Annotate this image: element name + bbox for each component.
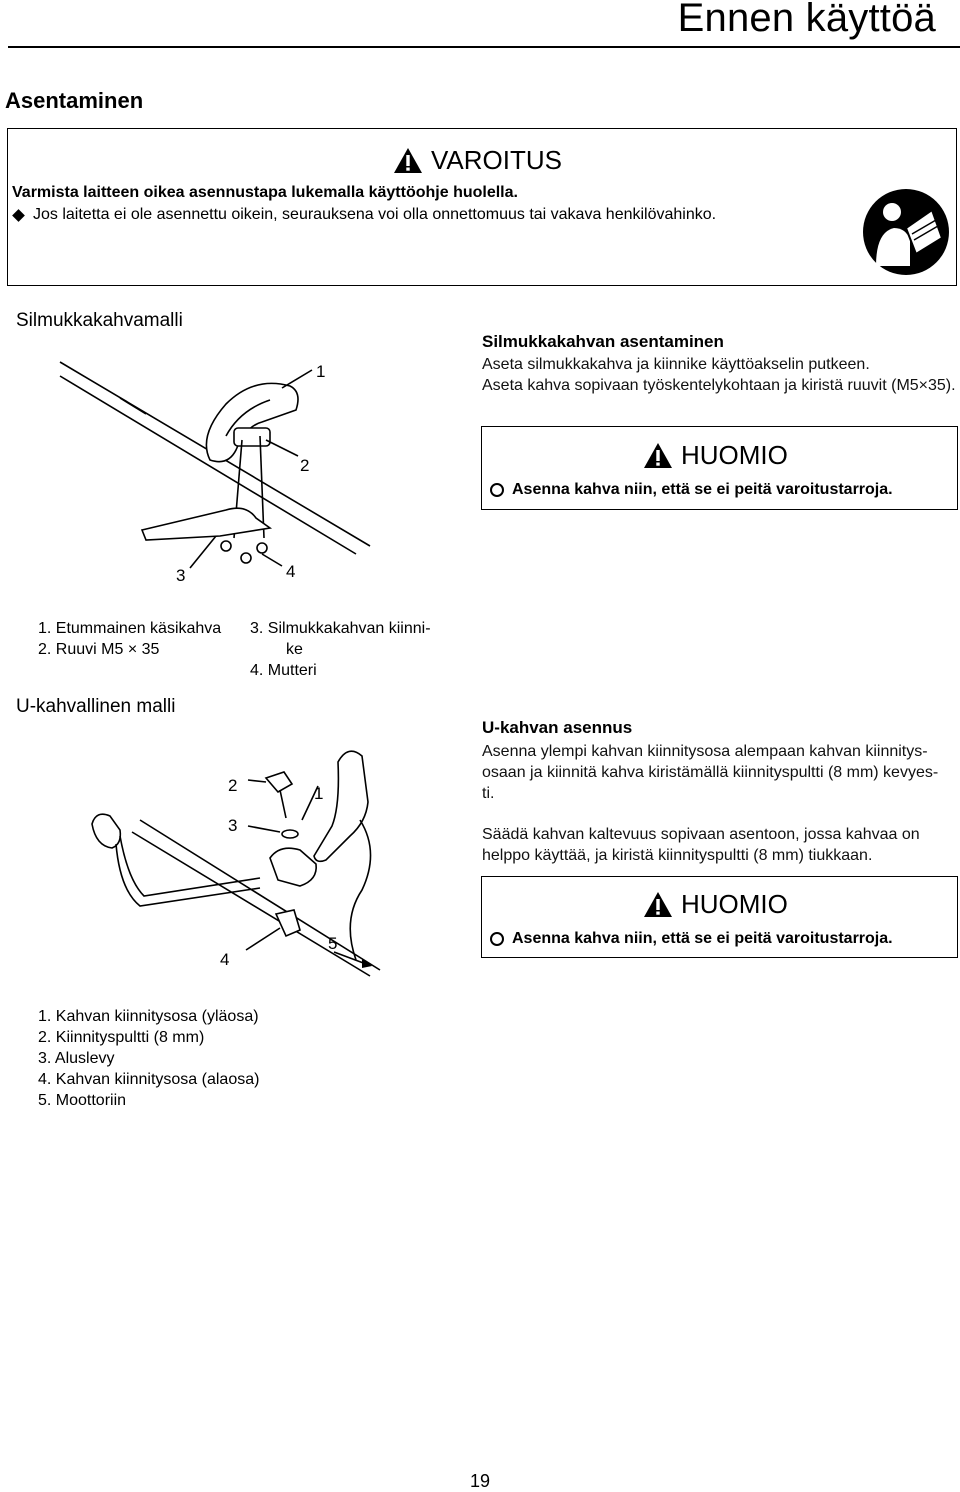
page-number: 19 [470, 1471, 491, 1491]
figure-label-4: 4 [286, 562, 296, 581]
loop-instructions-title: Silmukkakahvan asentaminen [482, 332, 724, 351]
u-instruction-p1-l1: Asenna ylempi kahvan kiinnitysosa alempaan kahvan kiinnitys- [482, 743, 928, 760]
u-legend-item-4: 4. Kahvan kiinnitysosa (alaosa) [38, 1071, 260, 1088]
caution-text-u [490, 930, 893, 948]
loop-legend-item-1: 1. Etummainen käsikahva [38, 620, 222, 637]
warning-heading [393, 145, 562, 176]
loop-instruction-line1: Aseta silmukkakahva ja kiinnike käyttöakselin putkeen. [482, 356, 870, 373]
u-instruction-p1-l2: osaan ja kiinnitä kahva kiristämällä kiinnityspultti (8 mm) kevyes- [482, 764, 939, 781]
u-legend-item-2: 2. Kiinnityspultti (8 mm) [38, 1029, 205, 1046]
caution-heading-text: HUOMIO [681, 440, 788, 470]
read-manual-icon [862, 188, 950, 276]
u-figure-label-1: 1 [314, 784, 324, 803]
loop-model-title: Silmukkakahvamalli [16, 310, 183, 331]
header-divider [8, 46, 960, 48]
loop-legend-item-3-cont: ke [286, 641, 303, 658]
u-handle-illustration [80, 740, 400, 980]
warning-text-bold: Varmista laitteen oikea asennustapa lukemalla käyttöohje huolella. [12, 184, 518, 201]
section-title: Asentaminen [5, 88, 144, 113]
loop-instruction-line2: Aseta kahva sopivaan työskentelykohtaan ja kiristä ruuvit (M5×35). [482, 377, 956, 394]
caution-heading-text: HUOMIO [681, 889, 788, 919]
u-model-title: U-kahvallinen malli [16, 696, 176, 717]
figure-label-3: 3 [176, 566, 186, 585]
u-instruction-p2-l2: helppo käyttää, ja kiristä kiinnityspultti (8 mm) tiukkaan. [482, 847, 873, 864]
warning-triangle-icon [643, 891, 673, 918]
caution-heading-loop [643, 440, 788, 471]
caution-heading-u [643, 889, 788, 920]
u-legend-item-1: 1. Kahvan kiinnitysosa (yläosa) [38, 1008, 259, 1025]
page-header-title: Ennen käyttöä [677, 0, 936, 40]
warning-text-bullet [12, 206, 716, 224]
u-legend-item-3: 3. Aluslevy [38, 1050, 115, 1067]
u-figure-label-2: 2 [228, 776, 238, 795]
u-legend-item-5: 5. Moottoriin [38, 1092, 127, 1109]
figure-label-2: 2 [300, 456, 310, 475]
circle-bullet-icon [490, 932, 504, 946]
caution-text-content: Asenna kahva niin, että se ei peitä varoitustarroja. [512, 481, 893, 498]
warning-bullet-text: Jos laitetta ei ole asennettu oikein, seurauksena voi olla onnettomuus tai vakava henkilövahinko. [33, 206, 717, 223]
figure-label-1: 1 [316, 362, 326, 381]
diamond-bullet-icon [12, 209, 25, 222]
caution-text-loop [490, 481, 893, 499]
loop-legend-item-4: 4. Mutteri [250, 662, 317, 679]
u-figure-label-4: 4 [220, 950, 230, 969]
u-instructions-title: U-kahvan asennus [482, 718, 633, 737]
loop-legend-item-2: 2. Ruuvi M5 × 35 [38, 641, 160, 658]
loop-legend-item-3: 3. Silmukkakahvan kiinni- [250, 620, 431, 637]
loop-handle-illustration [50, 340, 380, 610]
u-instruction-p2-l1: Säädä kahvan kaltevuus sopivaan asentoon, jossa kahvaa on [482, 826, 920, 843]
u-figure-label-3: 3 [228, 816, 238, 835]
warning-heading-text: VAROITUS [431, 145, 562, 175]
circle-bullet-icon [490, 483, 504, 497]
u-figure-label-5: 5 [328, 934, 338, 953]
warning-triangle-icon [393, 147, 423, 174]
warning-triangle-icon [643, 442, 673, 469]
caution-text-content: Asenna kahva niin, että se ei peitä varoitustarroja. [512, 930, 893, 947]
u-instruction-p1-l3: ti. [482, 785, 495, 802]
